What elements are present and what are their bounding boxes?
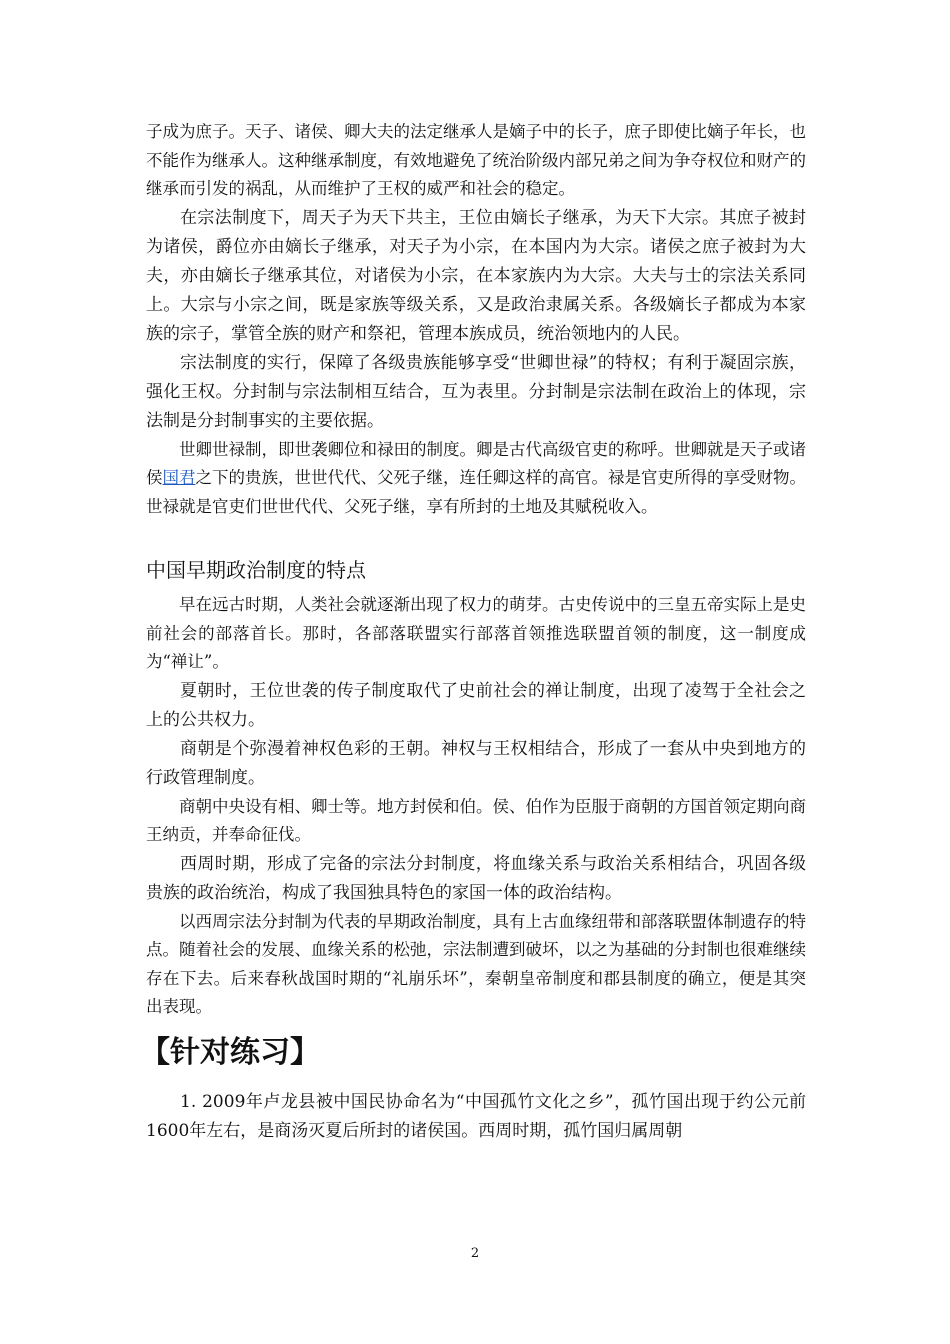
paragraph-zongfa-structure: 在宗法制度下，周天子为天下共主，王位由嫡长子继承，为天下大宗。其庶子被封为诸侯，爵位亦由嫡长子继承，对天子为小宗，在本国内为大宗。诸侯之庶子被封为大夫，亦由嫡长子继承其位，对诸侯为小宗，在本家族内为大宗。大夫与士的宗法关系同上。大宗与小宗之间，既是家族等级关系，又是政治隶属关系。各级嫡长子都成为本家族的宗子，掌管全族的财产和祭祀，管理本族成员，统治领地内的人民。 [146,207,806,344]
paragraph-xia-dynasty: 夏朝时，王位世袭的传子制度取代了史前社会的禅让制度，出现了凌驾于全社会之上的公共权力。 [146,680,806,730]
document-page [140,118,806,1146]
guojun-link[interactable]: 国君 [162,468,196,487]
paragraph-text: 之下的贵族，世世代代、父死子继，连任卿这样的高官。禄是官吏所得的享受财物。世禄就是官吏们世世代代、父死子继，享有所封的土地及其赋税收入。 [146,468,806,516]
paragraph-shang-officials: 商朝中央设有相、卿士等。地方封侯和伯。侯、伯作为臣服于商朝的方国首领定期向商王纳贡，并奉命征伐。 [146,796,806,844]
section-heading: 中国早期政治制度的特点 [146,558,366,582]
paragraph-shiqing-shilu [146,436,806,522]
paragraph-inheritance: 子成为庶子。天子、诸侯、卿大夫的法定继承人是嫡子中的长子，庶子即使比嫡子年长，也不能作为继承人。这种继承制度，有效地避免了统治阶级内部兄弟之间为争夺权位和财产的继承而引发的祸乱，从而维护了王权的威严和社会的稳定。 [146,122,806,198]
paragraph-early-power: 早在远古时期，人类社会就逐渐出现了权力的萌芽。古史传说中的三皇五帝实际上是史前社会的部落首长。那时，各部落联盟实行部落首领推选联盟首领的制度，这一制度成为“禅让”。 [146,595,806,671]
paragraph-text: 世卿世禄制，即世袭卿位和禄田的制度。卿是古代高级官吏的称呼。世卿就是天子或诸侯 [146,439,806,487]
page-number: 2 [470,1246,480,1261]
paragraph-western-zhou: 西周时期，形成了完备的宗法分封制度，将血缘关系与政治关系相结合，巩固各级贵族的政治统治，构成了我国独具特色的家国一体的政治结构。 [146,853,806,903]
exercise-question-1: 1. 2009年卢龙县被中国民协命名为“中国孤竹文化之乡”，孤竹国出现于约公元前1600年左右，是商汤灭夏后所封的诸侯国。西周时期，孤竹国归属周朝 [146,1091,806,1141]
paragraph-shang-dynasty: 商朝是个弥漫着神权色彩的王朝。神权与王权相结合，形成了一套从中央到地方的行政管理制度。 [146,738,806,788]
paragraph-characteristics: 以西周宗法分封制为代表的早期政治制度，具有上古血缘纽带和部落联盟体制遗存的特点。随着社会的发展、血缘关系的松弛，宗法制遭到破坏，以之为基础的分封制也很难继续存在下去。后来春秋战国时期的“礼崩乐坏”，秦朝皇帝制度和郡县制度的确立，便是其突出表现。 [146,911,806,1016]
paragraph-zongfa-effect: 宗法制度的实行，保障了各级贵族能够享受“世卿世禄”的特权；有利于凝固宗族，强化王权。分封制与宗法制相互结合，互为表里。分封制是宗法制在政治上的体现，宗法制是分封制事实的主要依据。 [146,352,806,431]
exercise-heading: 【针对练习】 [140,1034,320,1070]
